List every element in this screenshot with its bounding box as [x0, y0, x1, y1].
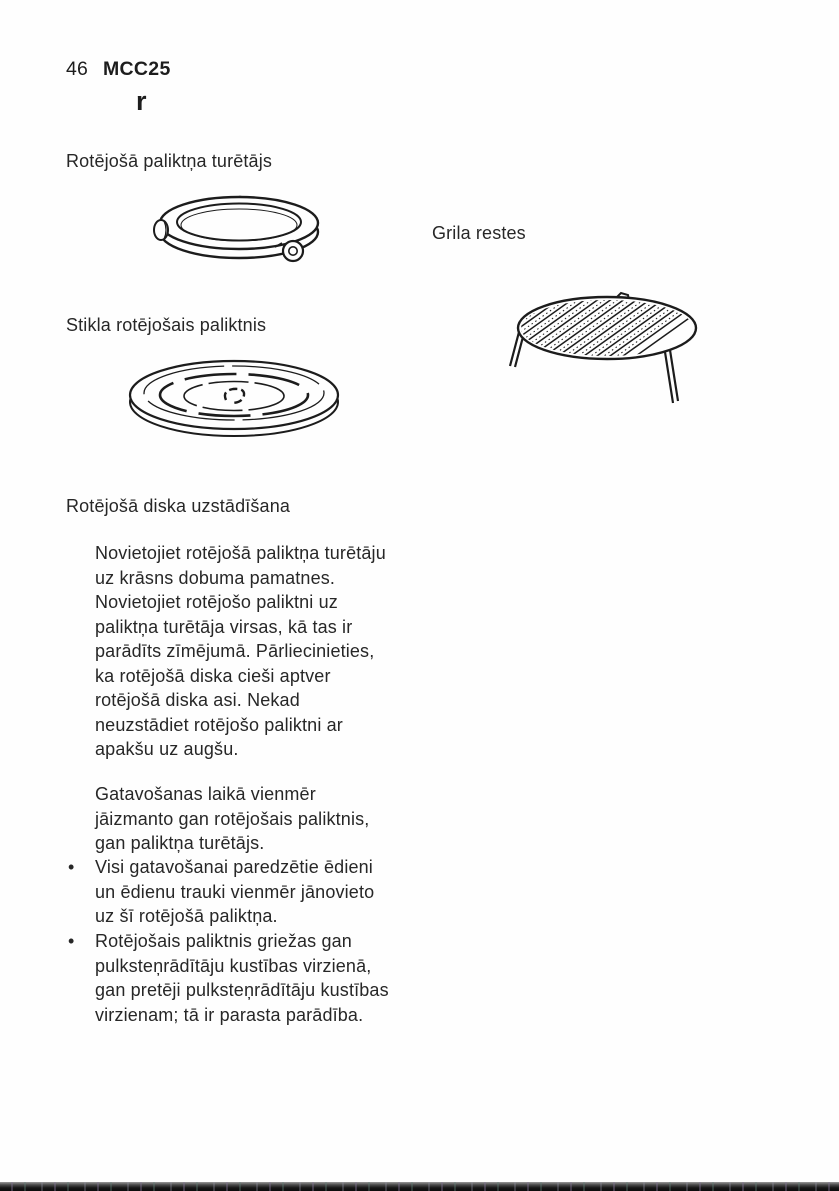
- text-line: apakšu uz augšu.: [95, 739, 239, 759]
- installation-paragraph-2: [95, 782, 455, 856]
- bullet-text: [95, 855, 466, 929]
- bullet-item-1: [66, 855, 466, 929]
- grill-rack-illustration: [503, 286, 705, 408]
- installation-paragraph-1: [95, 541, 455, 762]
- text-line: gan paliktņa turētājs.: [95, 833, 265, 853]
- bullet-icon: •: [68, 931, 75, 951]
- text-line: gan pretēji pulksteņrādītāju kustības: [95, 980, 389, 1000]
- text-line: rotējošā diska asi. Nekad: [95, 690, 300, 710]
- turntable-holder-label: Rotējošā paliktņa turētājs: [66, 151, 273, 171]
- text-line: virzienam; tā ir parasta parādība.: [95, 1004, 364, 1025]
- text-line: Novietojiet rotējošo paliktni uz: [95, 592, 338, 612]
- text-line: Visi gatavošanai paredzētie ēdieni: [95, 857, 373, 877]
- installation-heading: Rotējošā diska uzstādīšana: [66, 496, 291, 516]
- glass-turntable-drawing: [123, 353, 345, 448]
- text-line: jāizmanto gan rotējošais paliktnis,: [95, 808, 370, 829]
- page-number: 46: [66, 58, 88, 80]
- text-line: neuzstādiet rotējošo paliktni ar: [95, 714, 343, 735]
- turntable-ring-holder-drawing: [152, 192, 324, 274]
- grill-rack-label: Grila restes: [432, 223, 526, 243]
- text-line: pulksteņrādītāju kustības virzienā,: [95, 955, 372, 976]
- text-line: Gatavošanas laikā vienmēr: [95, 784, 316, 804]
- text-line: Novietojiet rotējošā paliktņa turētāju: [95, 543, 386, 563]
- model-name: MCC25: [103, 58, 171, 80]
- turntable-ring-holder-illustration: [152, 192, 324, 274]
- bullet-icon: •: [68, 857, 75, 877]
- stray-letter: r: [136, 86, 147, 116]
- text-line: uz šī rotējošā paliktņa.: [95, 906, 278, 926]
- text-line: parādīts zīmējumā. Pārliecinieties,: [95, 641, 375, 661]
- bullet-text: [95, 929, 466, 1027]
- page-header: [66, 57, 171, 82]
- text-line: paliktņa turētāja virsas, kā tas ir: [95, 616, 353, 637]
- text-line: Rotējošais paliktnis griežas gan: [95, 931, 352, 951]
- scan-artifact-bar: [0, 1182, 839, 1191]
- glass-turntable-label: Stikla rotējošais paliktnis: [66, 315, 267, 335]
- text-line: uz krāsns dobuma pamatnes.: [95, 567, 336, 588]
- glass-turntable-illustration: [123, 353, 345, 448]
- text-line: un ēdienu trauki vienmēr jānovieto: [95, 881, 375, 902]
- text-line: ka rotējošā diska cieši aptver: [95, 665, 331, 686]
- bullet-item-2: [66, 929, 466, 1027]
- grill-rack-drawing: [503, 286, 705, 408]
